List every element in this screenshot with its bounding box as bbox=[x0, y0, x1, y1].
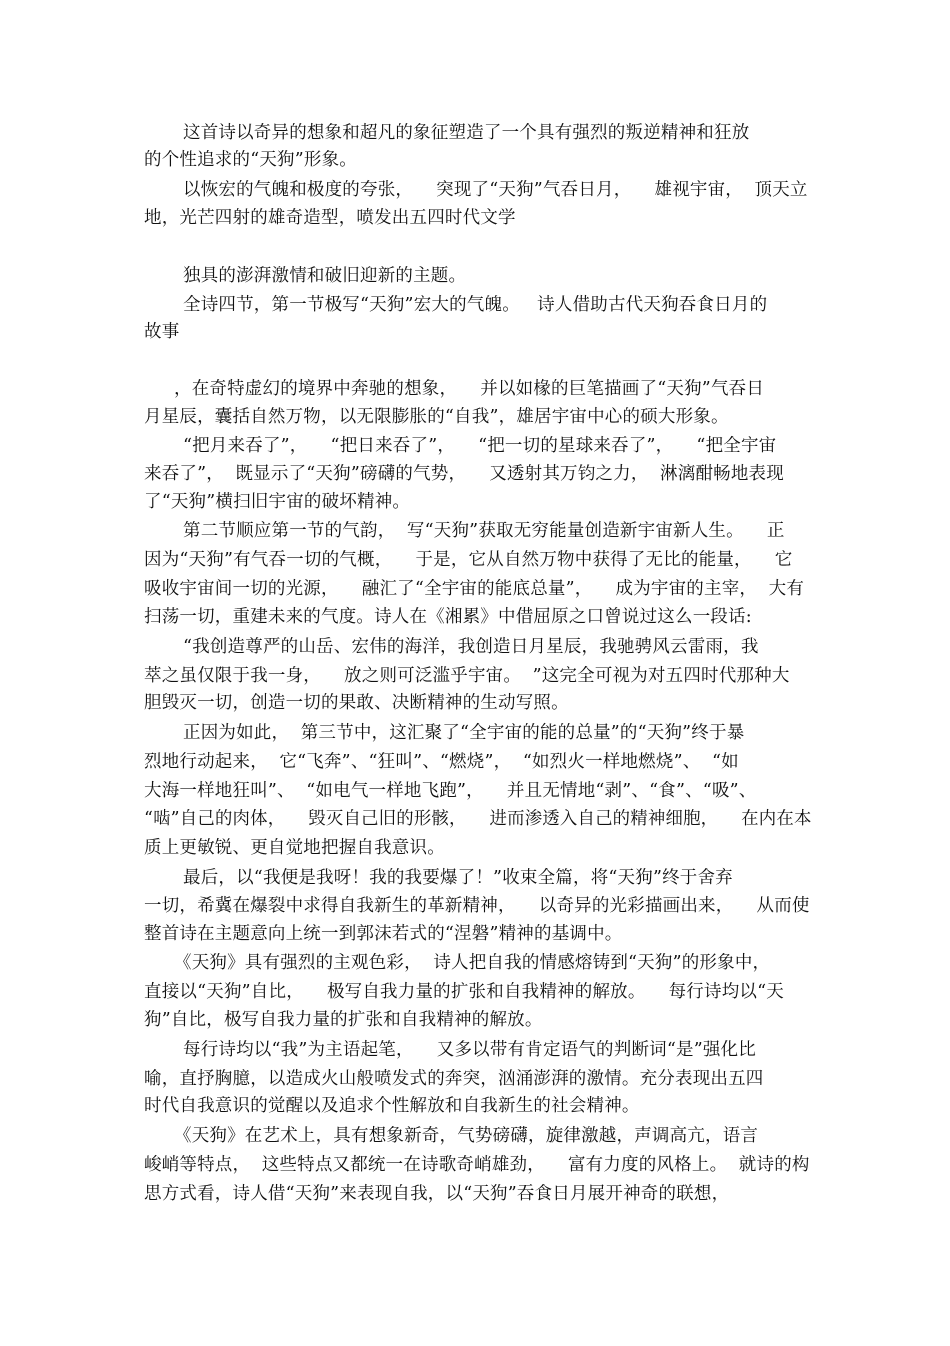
text-line: 时代自我意识的觉醒以及追求个性解放和自我新生的社会精神。 bbox=[144, 1096, 640, 1116]
text-line: 因为“天狗”有气吞一切的气概， 于是，它从自然万物中获得了无比的能量， 它 bbox=[144, 550, 793, 570]
text-line: 峻峭等特点， 这些特点又都统一在诗歌奇峭雄劲， 富有力度的风格上。 就诗的构 bbox=[144, 1155, 810, 1175]
text-line: 萃之虽仅限于我一身， 放之则可泛滥乎宇宙。 ”这完全可视为对五四时代那种大 bbox=[144, 666, 790, 686]
text-line: 喻，直抒胸臆，以造成火山般喷发式的奔突，汹涌澎湃的激情。充分表现出五四 bbox=[144, 1069, 764, 1089]
text-line: 正因为如此， 第三节中，这汇聚了“全宇宙的能的总量”的“天狗”终于暴 bbox=[183, 723, 745, 743]
text-line: 狗”自比，极写自我力量的扩张和自我精神的解放。 bbox=[144, 1010, 543, 1030]
text-line: 烈地行动起来， 它“飞奔”、“狂叫”、“燃烧”， “如烈火一样地燃烧”、 “如 bbox=[144, 752, 739, 772]
text-line: 月星辰，囊括自然万物，以无限膨胀的“自我”，雄居宇宙中心的硕大形象。 bbox=[144, 407, 729, 427]
text-line: 最后，以“我便是我呀！我的我要爆了！”收束全篇，将“天狗”终于舍弃 bbox=[183, 868, 733, 888]
text-line: 地，光芒四射的雄奇造型，喷发出五四时代文学 bbox=[144, 208, 516, 228]
text-line: 来吞了”， 既显示了“天狗”磅礴的气势， 又透射其万钧之力， 淋漓酣畅地表现 bbox=[144, 464, 784, 484]
text-line: “把月来吞了”， “把日来吞了”， “把一切的星球来吞了”， “把全宇宙 bbox=[183, 436, 777, 456]
text-line: 的个性追求的“天狗”形象。 bbox=[144, 150, 357, 170]
text-line: 这首诗以奇异的想象和超凡的象征塑造了一个具有强烈的叛逆精神和狂放 bbox=[183, 123, 750, 143]
text-line: 一切，希冀在爆裂中求得自我新生的革新精神， 以奇异的光彩描画出来， 从而使 bbox=[144, 896, 810, 916]
text-line: 第二节顺应第一节的气韵， 写“天狗”获取无穷能量创造新宇宙新人生。 正 bbox=[183, 521, 785, 541]
text-line: ，在奇特虚幻的境界中奔驰的想象， 并以如椽的巨笔描画了“天狗”气吞日 bbox=[174, 379, 765, 399]
text-line: 全诗四节，第一节极写“天狗”宏大的气魄。 诗人借助古代天狗吞食日月的 bbox=[183, 295, 768, 315]
text-line: “我创造尊严的山岳、宏伟的海洋，我创造日月星辰，我驰骋风云雷雨，我 bbox=[183, 637, 759, 657]
text-line: 扫荡一切，重建未来的气度。诗人在《湘累》中借屈原之口曾说过这么一段话: bbox=[144, 607, 752, 627]
text-line: 《天狗》具有强烈的主观色彩， 诗人把自我的情感熔铸到“天狗”的形象中， bbox=[174, 953, 771, 973]
text-line: 故事 bbox=[144, 322, 180, 342]
text-line: 质上更敏锐、更自觉地把握自我意识。 bbox=[144, 838, 445, 858]
text-line: 独具的澎湃激情和破旧迎新的主题。 bbox=[183, 266, 467, 286]
text-line: 思方式看，诗人借“天狗”来表现自我，以“天狗”吞食日月展开神奇的联想， bbox=[144, 1184, 730, 1204]
text-line: 胆毁灭一切，创造一切的果敢、决断精神的生动写照。 bbox=[144, 693, 569, 713]
text-line: “啮”自己的肉体， 毁灭自己旧的形骸， 进而渗透入自己的精神细胞， 在内在本 bbox=[144, 809, 812, 829]
text-line: 吸收宇宙间一切的光源， 融汇了“全宇宙的能底总量”， 成为宇宙的主宰， 大有 bbox=[144, 579, 805, 599]
text-line: 直接以“天狗”自比， 极写自我力量的扩张和自我精神的解放。 每行诗均以“天 bbox=[144, 982, 784, 1002]
text-line: 以恢宏的气魄和极度的夸张， 突现了“天狗”气吞日月， 雄视宇宙， 顶天立 bbox=[183, 180, 808, 200]
text-line: 大海一样地狂叫”、 “如电气一样地飞跑”， 并且无情地“剥”、“食”、“吸”、 bbox=[144, 781, 757, 801]
text-line: 了“天狗”横扫旧宇宙的破坏精神。 bbox=[144, 492, 411, 512]
text-line: 整首诗在主题意向上统一到郭沫若式的“涅磐”精神的基调中。 bbox=[144, 924, 623, 944]
text-line: 每行诗均以“我”为主语起笔， 又多以带有肯定语气的判断词“是”强化比 bbox=[183, 1040, 756, 1060]
text-line: 《天狗》在艺术上，具有想象新奇，气势磅礴，旋律激越，声调高亢，语言 bbox=[174, 1126, 759, 1146]
